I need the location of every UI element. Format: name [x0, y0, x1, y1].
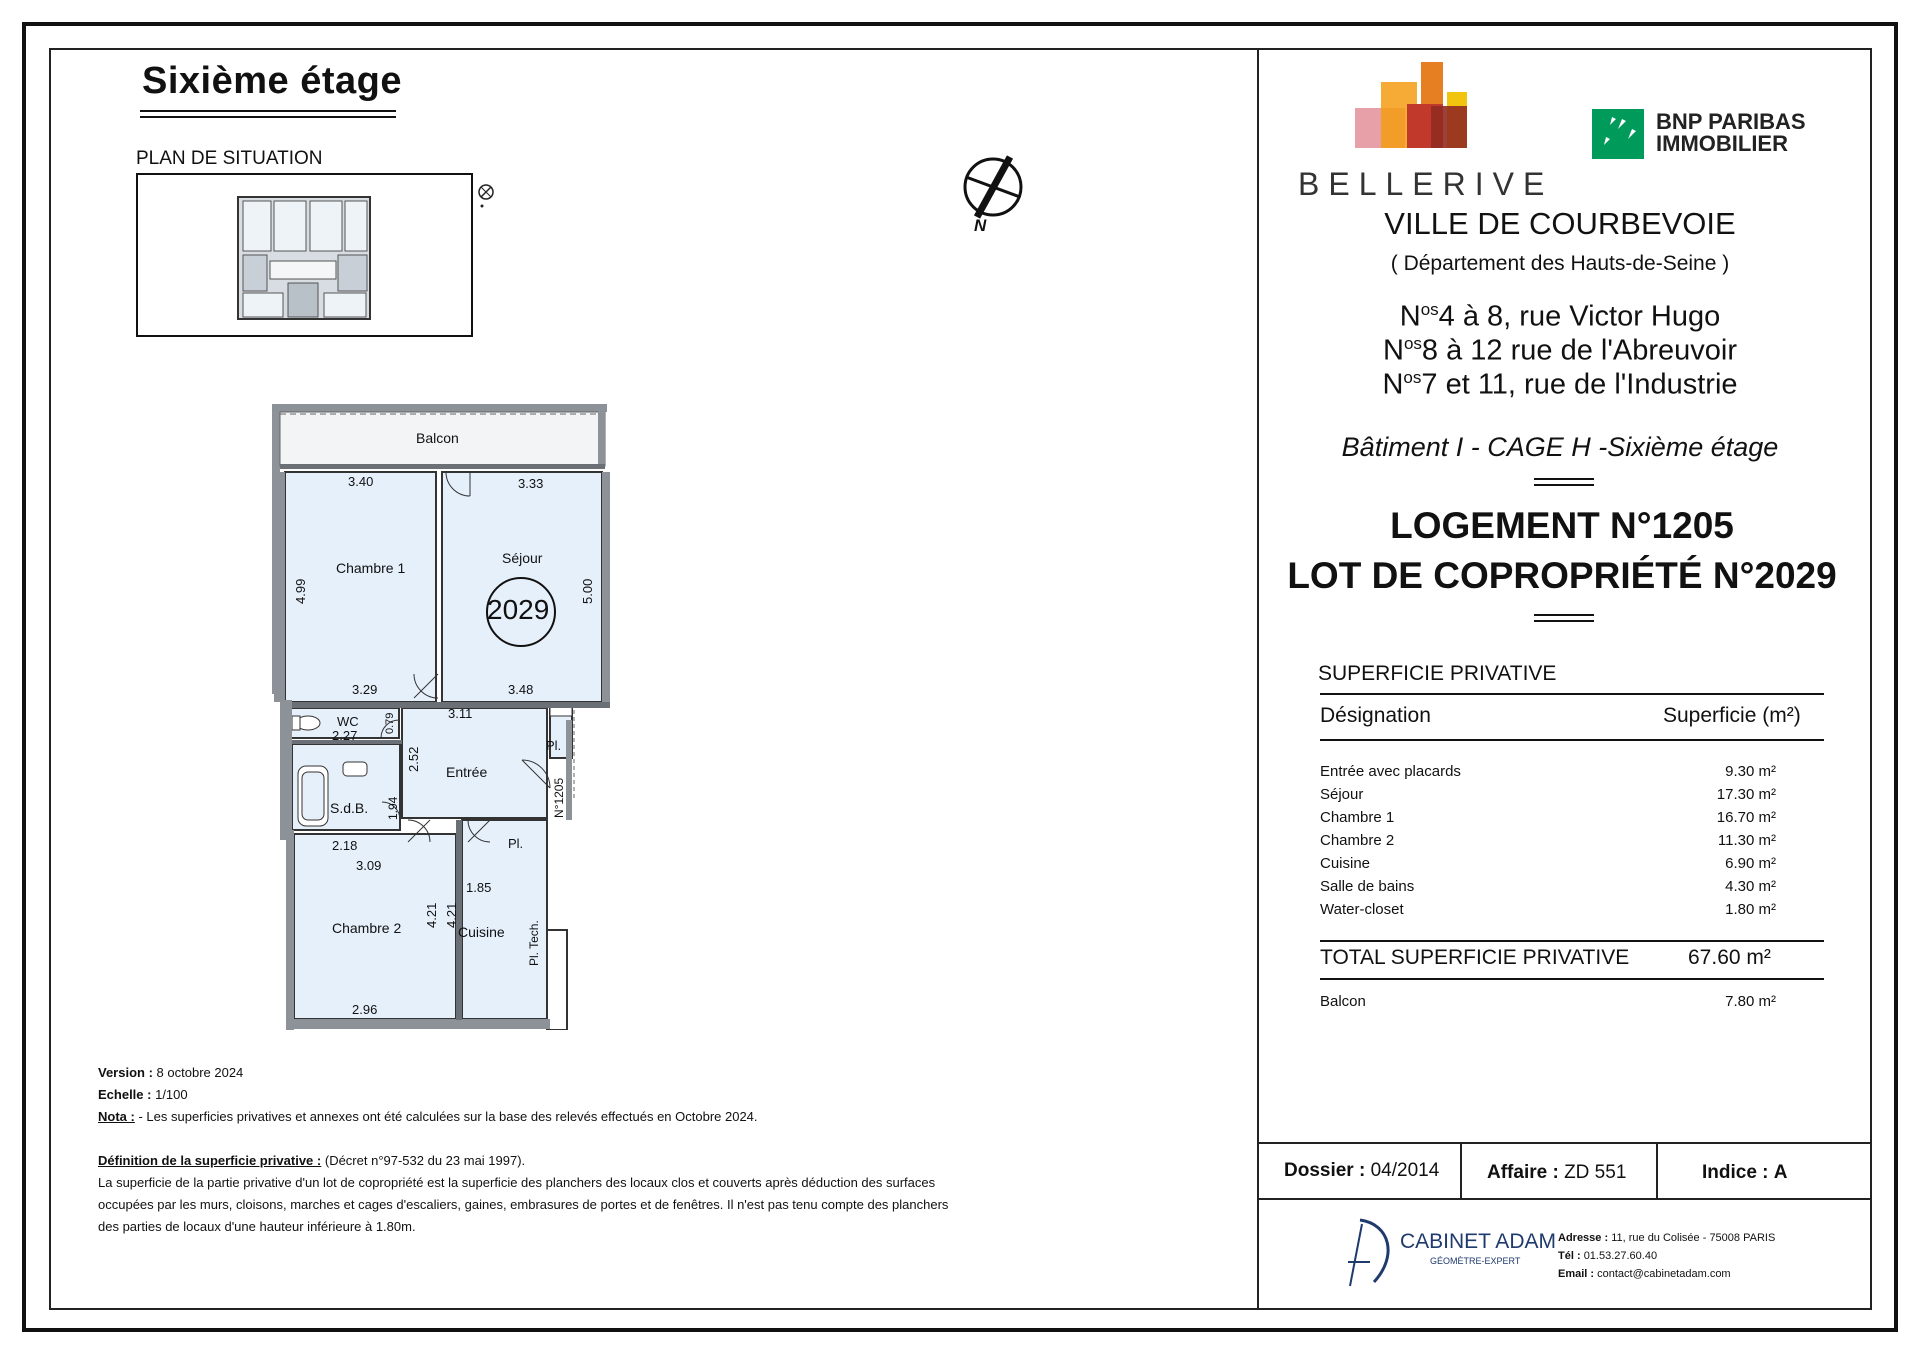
room-label-wc: WC — [337, 714, 359, 729]
surface-row-label: Entrée avec placards — [1320, 763, 1461, 780]
address-rest: 8 à 12 rue de l'Abreuvoir — [1421, 334, 1737, 367]
surface-row-label: Chambre 1 — [1320, 809, 1395, 826]
surface-row-value: 9.30 m² — [1725, 763, 1776, 780]
situation-plan — [136, 173, 473, 337]
title-underline — [140, 116, 396, 118]
indice-field — [1702, 1162, 1788, 1184]
departement: ( Département des Hauts-de-Seine ) — [1390, 252, 1730, 275]
room-label-chambre1: Chambre 1 — [336, 560, 406, 576]
address-prefix: N — [1399, 300, 1421, 333]
definition-ref: (Décret n°97-532 du 23 mai 1997). — [324, 1153, 526, 1168]
table-rule — [1320, 693, 1824, 695]
phone-line — [1558, 1247, 1775, 1265]
definition-text: La superficie de la partie privative d'un lot de copropriété est la superficie des planchers des locaux clos et couverts après déduction des surfaces — [98, 1175, 936, 1190]
address-prefix: N — [1382, 368, 1404, 401]
divider — [1534, 614, 1594, 616]
version-label: Version : — [98, 1065, 153, 1080]
dimension-label: 2.96 — [352, 1002, 378, 1017]
surface-rows — [1320, 760, 1776, 921]
dossier-value: 04/2014 — [1370, 1160, 1440, 1181]
email-value[interactable]: contact@cabinetadam.com — [1597, 1268, 1731, 1280]
address-sup: os — [1420, 300, 1439, 319]
dimension-label: 3.48 — [508, 682, 534, 697]
address-rest: 4 à 8, rue Victor Hugo — [1438, 300, 1721, 333]
surface-row — [1320, 875, 1776, 898]
room-label-placard-1: Pl. — [546, 738, 562, 753]
room-label-placard-2: Pl. — [508, 836, 524, 851]
version-value: 8 octobre 2024 — [156, 1065, 244, 1080]
surface-row — [1320, 852, 1776, 875]
surface-row-value: 4.30 m² — [1725, 878, 1776, 895]
surface-row-label: Salle de bains — [1320, 878, 1415, 895]
dimension-label: 4.21 — [424, 902, 439, 928]
surface-row — [1320, 806, 1776, 829]
footer-divider — [1656, 1142, 1658, 1200]
divider — [1534, 620, 1594, 622]
surface-row-label: Water-closet — [1320, 901, 1404, 918]
total-label: TOTAL SUPERFICIE PRIVATIVE — [1320, 946, 1630, 969]
situation-plan-drawing — [138, 175, 471, 335]
surface-row — [1320, 829, 1776, 852]
column-header-superficie: Superficie (m²) — [1663, 704, 1801, 727]
annex-label: Balcon — [1320, 993, 1366, 1010]
bnp-logo-text — [1656, 111, 1806, 155]
room-label-placard-tech: Pl. Tech. — [527, 920, 541, 966]
total-value: 67.60 m² — [1688, 946, 1771, 969]
floor-title: Sixième étage — [142, 60, 402, 102]
surface-section-title: SUPERFICIE PRIVATIVE — [1318, 662, 1557, 685]
version-line — [98, 1062, 978, 1084]
phone-value: 01.53.27.60.40 — [1583, 1250, 1658, 1262]
room-label-sdb: S.d.B. — [330, 800, 369, 816]
nota-label: Nota : — [98, 1109, 135, 1124]
surface-row-value: 11.30 m² — [1717, 832, 1776, 849]
divider — [1534, 484, 1594, 486]
lot-number-badge: 2029 — [487, 594, 550, 625]
north-label: N — [974, 216, 987, 235]
door-number-label: N°1205 — [552, 777, 566, 818]
affaire-field — [1487, 1162, 1626, 1184]
bnp-line1: BNP PARIBAS — [1656, 109, 1806, 134]
nota-value: - Les superficies privatives et annexes ont été calculées sur la base des relevés effectués en Octobre 2024. — [138, 1109, 758, 1124]
address-label: Adresse : — [1558, 1232, 1609, 1244]
annex-value: 7.80 m² — [1725, 993, 1776, 1010]
column-header-designation: Désignation — [1320, 704, 1431, 727]
email-line — [1558, 1265, 1775, 1283]
room-label-sejour: Séjour — [502, 550, 543, 566]
address-line-2 — [1290, 334, 1830, 368]
surface-row — [1320, 760, 1776, 783]
address-sup: os — [1403, 368, 1422, 387]
dimension-label: 4.99 — [293, 578, 308, 604]
definition-text: des parties de locaux d'une hauteur inférieure à 1.80m. — [98, 1219, 416, 1234]
dossier-field — [1284, 1160, 1439, 1182]
bnp-logo-icon — [1592, 109, 1644, 159]
surface-row-value: 16.70 m² — [1716, 809, 1776, 826]
address-line-3 — [1290, 368, 1830, 402]
building-line: Bâtiment I - CAGE H -Sixième étage — [1341, 432, 1779, 462]
column-divider — [1257, 48, 1259, 1310]
affaire-value: ZD 551 — [1564, 1162, 1627, 1183]
lot-title: LOT DE COPROPRIÉTÉ N°2029 — [1287, 555, 1837, 596]
dimension-label: 3.40 — [348, 474, 374, 489]
address-sup: os — [1403, 334, 1422, 353]
email-label: Email : — [1558, 1268, 1595, 1280]
dimension-label: 2.18 — [332, 838, 358, 853]
definition-text: occupées par les murs, cloisons, marches et cages d'escaliers, gaines, embrasures de portes et de fenêtres. Il n'est pas tenu compte des planchers — [98, 1197, 949, 1212]
address-line — [1558, 1229, 1775, 1247]
surface-row-value: 1.80 m² — [1725, 901, 1776, 918]
address-value: 11, rue du Colisée - 75008 PARIS — [1611, 1232, 1776, 1244]
cabinet-name: CABINET ADAM — [1400, 1230, 1556, 1253]
dimension-label: 3.29 — [352, 682, 378, 697]
surface-row-label: Séjour — [1320, 786, 1364, 803]
scale-line — [98, 1084, 978, 1106]
dimension-label: 3.11 — [448, 706, 473, 721]
dimension-label: 1.85 — [466, 880, 492, 895]
situation-label: PLAN DE SITUATION — [136, 148, 323, 169]
affaire-label: Affaire : — [1487, 1162, 1559, 1183]
north-arrow-icon — [962, 155, 1032, 245]
room-label-entree: Entrée — [446, 764, 488, 780]
surface-row-value: 6.90 m² — [1725, 855, 1776, 872]
city-name: VILLE DE COURBEVOIE — [1384, 206, 1736, 241]
indice-value: A — [1773, 1162, 1788, 1183]
dimension-label: 1.94 — [386, 796, 400, 820]
room-label-cuisine: Cuisine — [458, 924, 505, 940]
scale-value: 1/100 — [155, 1087, 188, 1102]
bnp-line2: IMMOBILIER — [1656, 131, 1788, 156]
dimension-label: 3.09 — [356, 858, 382, 873]
room-label-chambre2: Chambre 2 — [332, 920, 402, 936]
surface-row-value: 17.30 m² — [1716, 786, 1776, 803]
definition-label: Définition de la superficie privative : — [98, 1153, 322, 1168]
notes-block — [98, 1062, 978, 1238]
address-line-1 — [1290, 300, 1830, 334]
indice-label: Indice : — [1702, 1162, 1769, 1183]
logement-title: LOGEMENT N°1205 — [1390, 505, 1734, 546]
footer-rule — [1257, 1142, 1872, 1144]
surface-row — [1320, 898, 1776, 921]
dimension-label: 2.27 — [332, 728, 358, 743]
floor-plan — [268, 400, 613, 1030]
dimension-label: 0.79 — [384, 712, 396, 734]
cabinet-logo-icon — [1340, 1216, 1402, 1295]
dimension-label: 2.52 — [406, 746, 421, 772]
footer-rule — [1257, 1198, 1872, 1200]
divider — [1534, 478, 1594, 480]
dimension-label: 4.21 — [444, 902, 459, 928]
footer-divider — [1460, 1142, 1462, 1200]
bellerive-logo-text: BELLERIVE — [1298, 166, 1554, 202]
room-label-balcon: Balcon — [416, 430, 459, 446]
surface-row — [1320, 783, 1776, 806]
definition-heading — [98, 1150, 978, 1172]
dossier-label: Dossier : — [1284, 1160, 1366, 1181]
nota-line — [98, 1106, 978, 1128]
table-rule — [1320, 940, 1824, 942]
scale-label: Echelle : — [98, 1087, 152, 1102]
bellerive-logo-mark — [1355, 62, 1485, 163]
title-underline — [140, 110, 396, 112]
floor-plan-walls — [268, 400, 613, 1030]
address-rest: 7 et 11, rue de l'Industrie — [1421, 368, 1738, 401]
cabinet-subtitle: GÉOMÈTRE-EXPERT — [1430, 1256, 1521, 1266]
surface-row-label: Chambre 2 — [1320, 832, 1395, 849]
table-rule — [1320, 978, 1824, 980]
phone-label: Tél : — [1558, 1250, 1581, 1262]
surface-row-label: Cuisine — [1320, 855, 1371, 872]
cabinet-contact — [1558, 1229, 1775, 1283]
annex-row — [1320, 993, 1776, 1010]
table-rule — [1320, 739, 1824, 741]
address-prefix: N — [1383, 334, 1404, 367]
situation-north-icon — [477, 182, 497, 217]
dimension-label: 3.33 — [518, 476, 544, 491]
dimension-label: 5.00 — [580, 578, 595, 604]
